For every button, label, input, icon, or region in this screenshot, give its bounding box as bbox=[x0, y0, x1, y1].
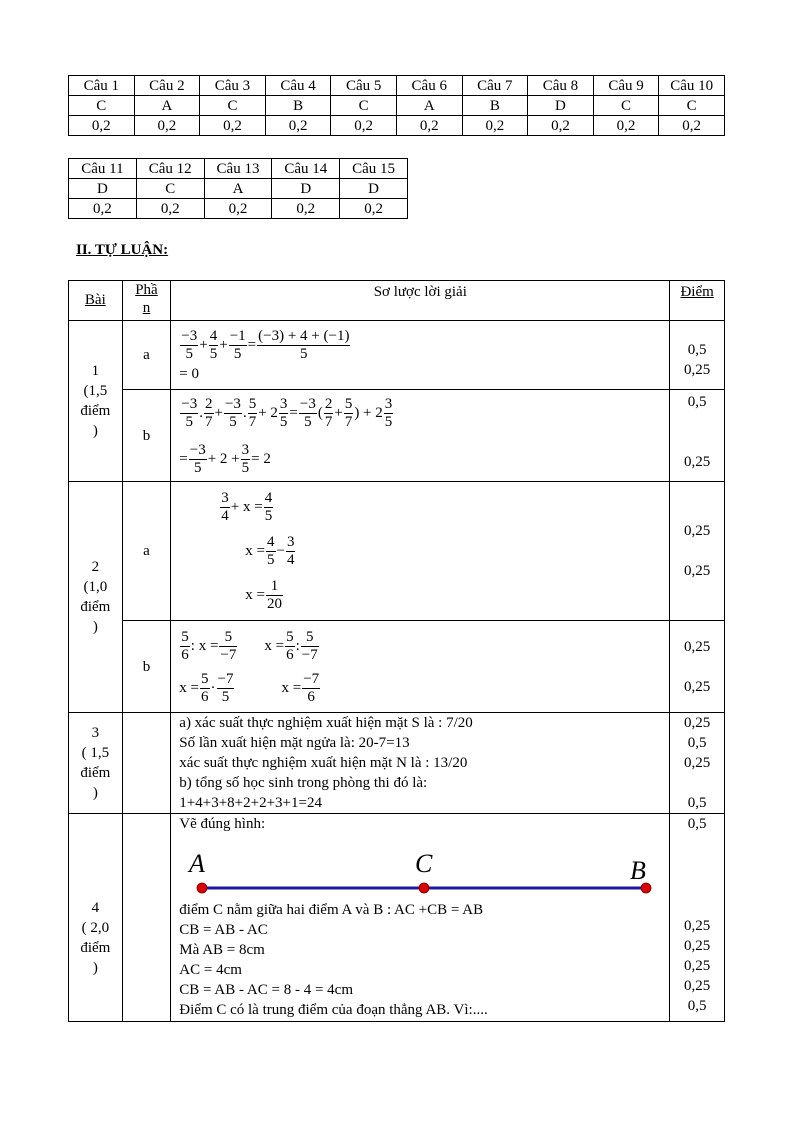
answer-cell: B bbox=[462, 96, 528, 116]
points-cell: 0,2 bbox=[136, 199, 204, 219]
math-line: $\frac{5}{6}$ : x = $\frac{5}{-7}$ x = $\frac{5}{6}$ : $\frac{5}{-7}$ bbox=[181, 628, 318, 663]
question-cell: Câu 5 bbox=[331, 76, 397, 96]
points-cell: 0,2 bbox=[265, 116, 331, 136]
answer-cell: A bbox=[396, 96, 462, 116]
solution-1a: $\frac{-3}{5}$ + $\frac{4}{5}$ + $\frac{-1}{5}$ = $\frac{(-3) + 4 + (-1)}{5}$ = 0 bbox=[171, 321, 670, 390]
segment-diagram bbox=[179, 834, 669, 900]
bai-2b-row bbox=[69, 621, 725, 713]
answer-key-table-2 bbox=[68, 158, 408, 219]
answer-cell: D bbox=[340, 179, 408, 199]
header-bai: Bài bbox=[69, 281, 123, 321]
question-cell: Câu 10 bbox=[659, 76, 725, 96]
question-cell: Câu 14 bbox=[272, 159, 340, 179]
bai-1a-row bbox=[69, 321, 725, 390]
bai-3-row bbox=[69, 713, 725, 814]
points-cell: 0,2 bbox=[69, 199, 137, 219]
math-line: x = $\frac{5}{6}$ · $\frac{-7}{5}$ x = $\frac{-7}{6}$ bbox=[179, 670, 320, 705]
score-2a: 0,25 0,25 bbox=[670, 482, 725, 621]
points-row bbox=[69, 116, 725, 136]
header-row bbox=[69, 281, 725, 321]
solution-2b bbox=[171, 621, 670, 713]
score-2b: 0,25 0,25 bbox=[670, 621, 725, 713]
answer-cell: C bbox=[331, 96, 397, 116]
answers-row bbox=[69, 96, 725, 116]
part-label: b bbox=[122, 621, 171, 713]
points-cell: 0,2 bbox=[69, 116, 135, 136]
solution-3: a) xác suất thực nghiệm xuất hiện mặt S là : 7/20 Số lần xuất hiện mặt ngửa là: 20-7=13 xác suất thực nghiệm xuất hiện mặt N là : 13/20 b) tổng số học sinh trong phòng thi đó là: 1+4+3+8+2+2+3+1=24 bbox=[171, 713, 670, 814]
math-line: $\frac{-3}{5}$ + $\frac{4}{5}$ + $\frac{-1}{5}$ = $\frac{(-3) + 4 + (-1)}{5}$ bbox=[181, 328, 350, 363]
points-cell: 0,2 bbox=[593, 116, 659, 136]
points-cell: 0,2 bbox=[331, 116, 397, 136]
math-line: $\frac{-3}{5}$ . $\frac{2}{7}$ + $\frac{-3}{5}$ . $\frac{5}{7}$ + 2 $\frac{3}{5}$ = $\frac{-3}{5}$ ( $\frac{2}{7}$ + $\frac{5}{7}$ ) + 2 $\frac{3}{5}$ bbox=[181, 395, 393, 430]
bai-4-label: 4 ( 2,0 điểm ) bbox=[69, 814, 123, 1022]
part-label: a bbox=[122, 321, 171, 390]
bai-2-label: 2 (1,0 điểm ) bbox=[69, 482, 123, 713]
points-cell: 0,2 bbox=[528, 116, 594, 136]
answer-cell: C bbox=[69, 96, 135, 116]
question-cell: Câu 8 bbox=[528, 76, 594, 96]
points-cell: 0,2 bbox=[462, 116, 528, 136]
answer-cell: C bbox=[593, 96, 659, 116]
points-cell: 0,2 bbox=[659, 116, 725, 136]
answer-cell: C bbox=[136, 179, 204, 199]
answer-cell: D bbox=[528, 96, 594, 116]
answer-cell: A bbox=[204, 179, 272, 199]
label-c: C bbox=[415, 849, 433, 878]
solution-4: Vẽ đúng hình: A C B điểm C nằm giữa hai điểm A và B : AC +CB = AB CB = AB - AC Mà AB = 8cm AC = 4cm CB = AB - AC = 8 - 4 = 4cm Điểm C có là trung điểm của đoạn thẳng AB. Vì:.... bbox=[171, 814, 670, 1022]
answers-row bbox=[69, 179, 408, 199]
section-title: II. TỰ LUẬN: bbox=[76, 242, 169, 258]
part-label: b bbox=[122, 390, 171, 482]
part-label-empty bbox=[122, 814, 171, 1022]
bai-1b-row bbox=[69, 390, 725, 482]
score-3: 0,25 0,5 0,25 0,5 bbox=[670, 713, 725, 814]
score-1a: 0,5 0,25 bbox=[670, 321, 725, 390]
question-cell: Câu 2 bbox=[134, 76, 200, 96]
question-cell: Câu 15 bbox=[340, 159, 408, 179]
bai-4-row bbox=[69, 814, 725, 1022]
answer-cell: A bbox=[134, 96, 200, 116]
question-cell: Câu 4 bbox=[265, 76, 331, 96]
score-1b: 0,5 0,25 bbox=[670, 390, 725, 482]
answer-cell: C bbox=[200, 96, 266, 116]
bai-1-label: 1 (1,5 điểm ) bbox=[69, 321, 123, 482]
solution-1b bbox=[171, 390, 670, 482]
math-line: = $\frac{-3}{5}$ + 2 + $\frac{3}{5}$ = 2 bbox=[179, 441, 271, 476]
part-label: a bbox=[122, 482, 171, 621]
points-cell: 0,2 bbox=[134, 116, 200, 136]
essay-solution-table bbox=[68, 280, 725, 1022]
point-c bbox=[419, 883, 429, 893]
question-cell: Câu 11 bbox=[69, 159, 137, 179]
points-cell: 0,2 bbox=[340, 199, 408, 219]
points-cell: 0,2 bbox=[200, 116, 266, 136]
points-cell: 0,2 bbox=[272, 199, 340, 219]
question-cell: Câu 13 bbox=[204, 159, 272, 179]
question-cell: Câu 12 bbox=[136, 159, 204, 179]
points-cell: 0,2 bbox=[204, 199, 272, 219]
points-cell: 0,2 bbox=[396, 116, 462, 136]
solution-2a: $\frac{3}{4}$ + x = $\frac{4}{5}$ x = $\frac{4}{5}$ − $\frac{3}{4}$ x = $\frac{1}{20}$ bbox=[171, 482, 670, 621]
answer-cell: D bbox=[272, 179, 340, 199]
question-cell: Câu 3 bbox=[200, 76, 266, 96]
header-phan: Phầ n bbox=[122, 281, 171, 321]
header-solution: Sơ lược lời giải bbox=[171, 281, 670, 321]
answer-key-table-1 bbox=[68, 75, 725, 136]
answer-cell: C bbox=[659, 96, 725, 116]
question-cell: Câu 7 bbox=[462, 76, 528, 96]
questions-row bbox=[69, 159, 408, 179]
label-b: B bbox=[630, 856, 647, 885]
bai-2a-row bbox=[69, 482, 725, 621]
label-a: A bbox=[189, 849, 206, 878]
score-4: 0,5 0,25 0,25 0,25 0,25 0,5 bbox=[670, 814, 725, 1022]
questions-row bbox=[69, 76, 725, 96]
bai-3-label: 3 ( 1,5 điểm ) bbox=[69, 713, 123, 814]
point-a bbox=[197, 883, 207, 893]
points-row bbox=[69, 199, 408, 219]
part-label-empty bbox=[122, 713, 171, 814]
question-cell: Câu 9 bbox=[593, 76, 659, 96]
answer-cell: D bbox=[69, 179, 137, 199]
answer-cell: B bbox=[265, 96, 331, 116]
question-cell: Câu 6 bbox=[396, 76, 462, 96]
question-cell: Câu 1 bbox=[69, 76, 135, 96]
header-score: Điểm bbox=[670, 281, 725, 321]
